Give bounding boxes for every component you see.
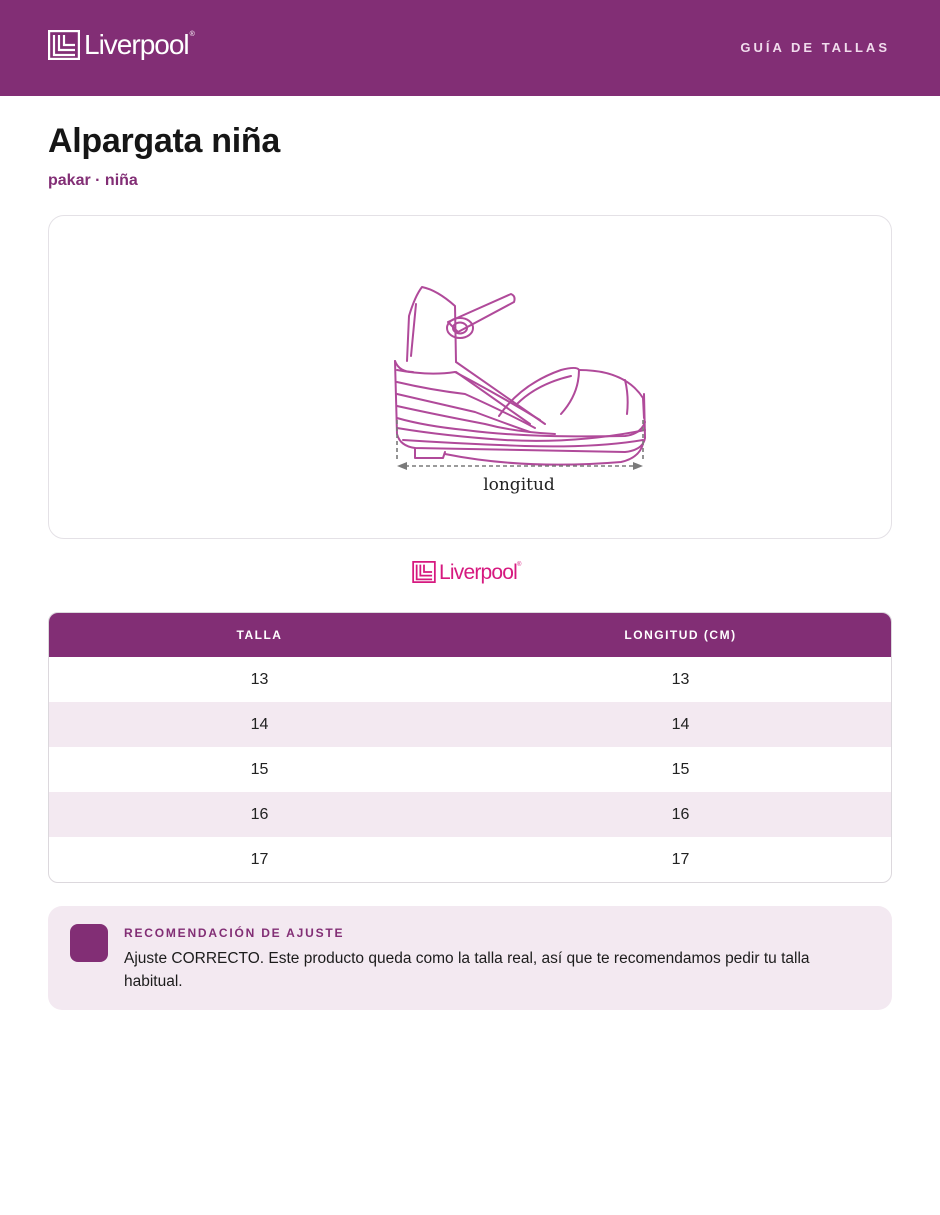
cell-longitud: 17 xyxy=(671,850,690,868)
product-subtitle: pakar · niña xyxy=(48,172,138,189)
size-guide-link[interactable]: GUÍA DE TALLAS xyxy=(740,40,890,55)
table-header xyxy=(49,613,891,657)
cell-talla: 13 xyxy=(250,670,269,688)
brand-name: Liverpool® xyxy=(84,29,194,60)
brand-logo[interactable] xyxy=(48,30,194,60)
table-row xyxy=(49,747,891,792)
watermark-brand-name: Liverpool® xyxy=(439,560,521,584)
liverpool-logo-icon-small xyxy=(412,561,436,583)
table-row xyxy=(49,657,891,702)
fit-recommendation-card xyxy=(48,906,892,1010)
table-row xyxy=(49,702,891,747)
fit-text: Ajuste CORRECTO. Este producto queda como la talla real, así que te recomendamos pedir tu talla habitual. xyxy=(124,950,810,990)
cell-talla: 15 xyxy=(250,760,269,778)
cell-talla: 16 xyxy=(250,805,269,823)
fit-badge-icon xyxy=(70,924,108,962)
cell-talla: 14 xyxy=(250,715,269,733)
cell-talla: 17 xyxy=(250,850,269,868)
header-longitud: LONGITUD (CM) xyxy=(624,628,737,642)
table-body xyxy=(49,657,891,882)
espadrille-wedge-shoe-icon xyxy=(325,244,655,524)
product-title: Alpargata niña xyxy=(48,122,280,160)
cell-longitud: 15 xyxy=(671,760,690,778)
fit-label: RECOMENDACIÓN DE AJUSTE xyxy=(124,926,345,940)
measurement-diagram-card xyxy=(48,215,892,539)
cell-longitud: 16 xyxy=(671,805,690,823)
size-table xyxy=(48,612,892,883)
liverpool-logo-icon xyxy=(48,30,80,60)
header-talla: TALLA xyxy=(236,628,283,642)
watermark-logo xyxy=(412,561,521,583)
cell-longitud: 14 xyxy=(671,715,690,733)
measure-label: longitud xyxy=(483,475,555,495)
top-bar xyxy=(0,0,940,96)
table-row xyxy=(49,837,891,882)
cell-longitud: 13 xyxy=(671,670,690,688)
table-row xyxy=(49,792,891,837)
